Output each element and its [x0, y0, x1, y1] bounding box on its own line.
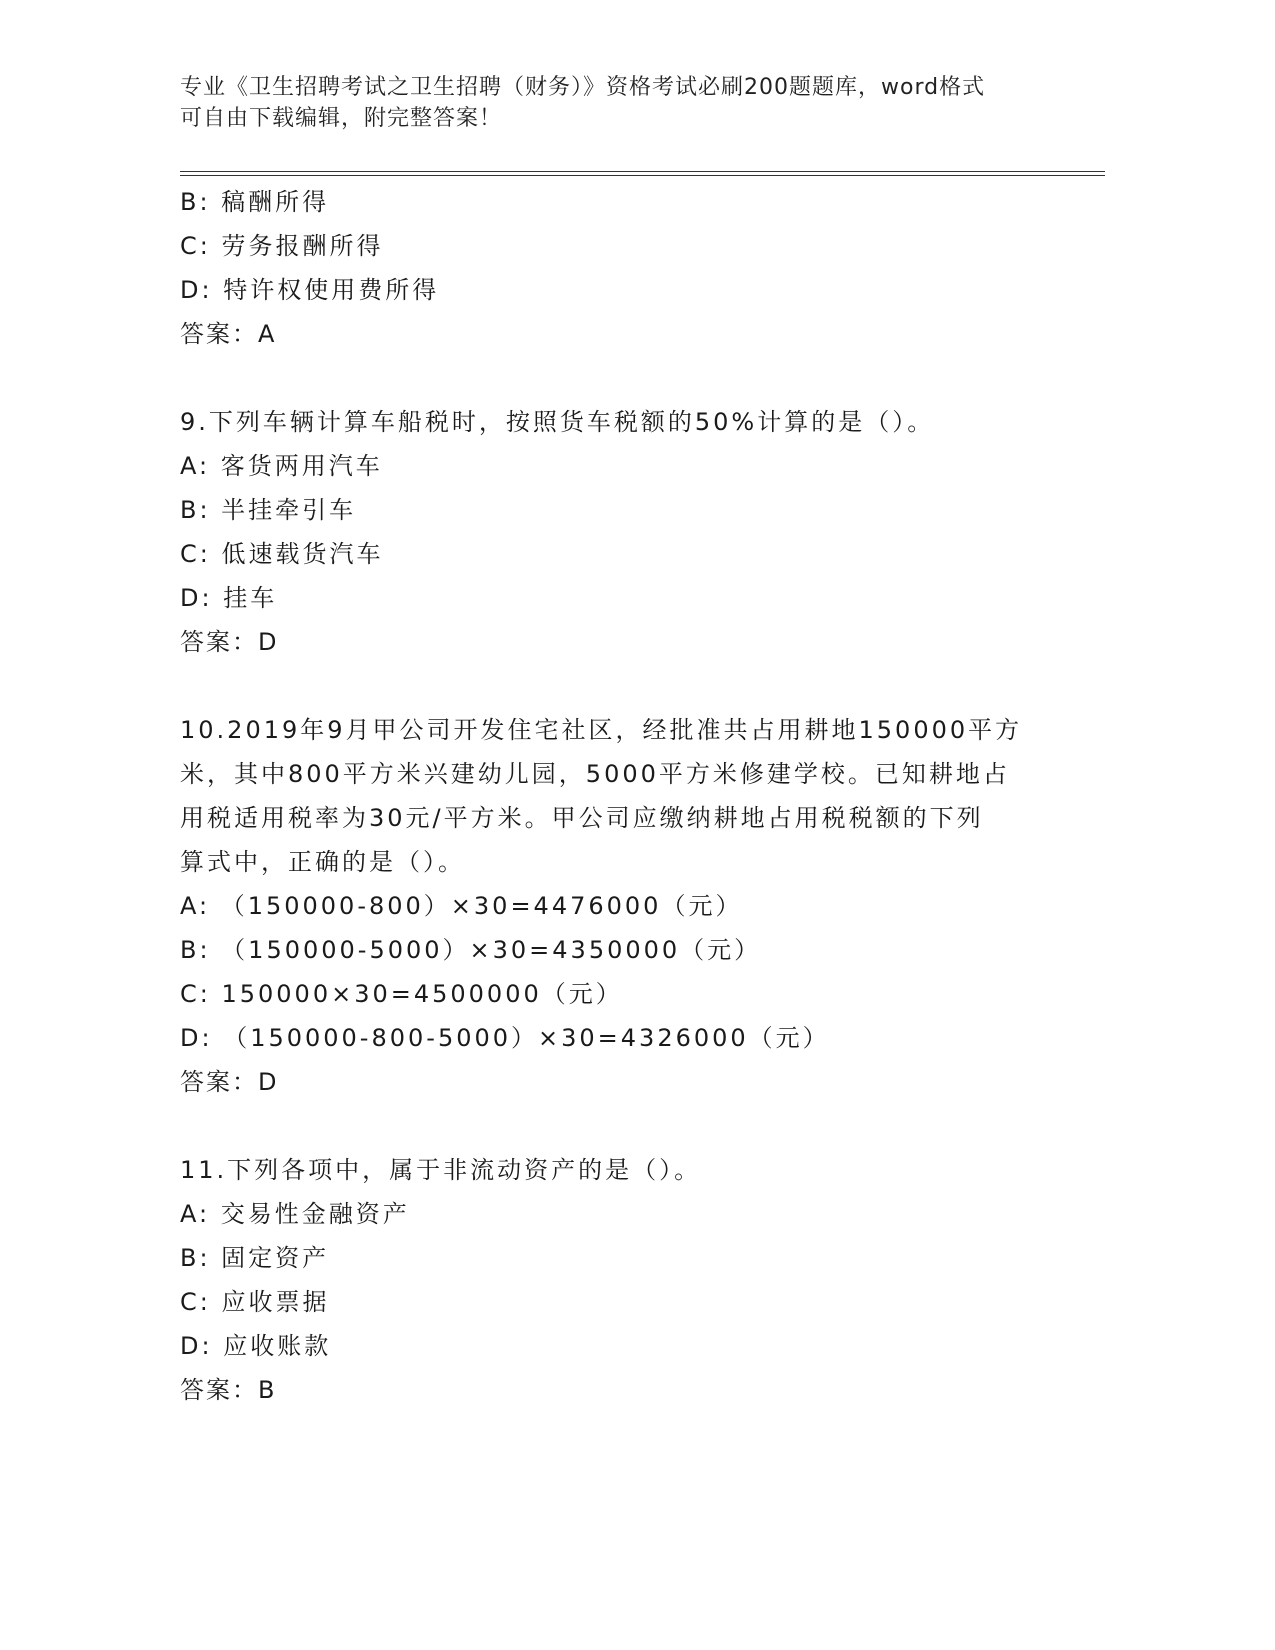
option-c: C: 劳务报酬所得: [180, 232, 384, 260]
question-11: [180, 1148, 1050, 1412]
option-a: A: 客货两用汽车: [180, 452, 383, 480]
question-stem: 11.下列各项中，属于非流动资产的是（）。: [180, 1156, 702, 1184]
question-list: [180, 180, 1050, 1456]
answer-label: 答案：B: [180, 1376, 277, 1404]
document-header: [180, 72, 1040, 134]
option-a: A: 交易性金融资产: [180, 1200, 410, 1228]
option-c: C: 150000×30=4500000（元）: [180, 980, 623, 1008]
option-b: B: 半挂牵引车: [180, 496, 357, 524]
question-stem: 9.下列车辆计算车船税时，按照货车税额的50%计算的是（）。: [180, 408, 935, 436]
option-c: C: 低速载货汽车: [180, 540, 384, 568]
option-a: A: （150000-800）×30=4476000（元）: [180, 892, 743, 920]
header-title-line-1: 专业《卫生招聘考试之卫生招聘（财务）》资格考试必刷200题题库，word格式: [180, 75, 986, 100]
option-d: D: 挂车: [180, 584, 278, 612]
option-c: C: 应收票据: [180, 1288, 330, 1316]
answer-label: 答案：D: [180, 628, 279, 656]
option-d: D: 特许权使用费所得: [180, 276, 440, 304]
header-divider-bottom: [180, 175, 1105, 176]
option-b: B: 稿酬所得: [180, 188, 330, 216]
question-10: [180, 708, 1050, 1104]
answer-label: 答案：A: [180, 320, 277, 348]
question-stem-line-3: 用税适用税率为30元/平方米。甲公司应缴纳耕地占用税税额的下列: [180, 804, 984, 832]
option-b: B: （150000-5000）×30=4350000（元）: [180, 936, 762, 964]
option-b: B: 固定资产: [180, 1244, 330, 1272]
question-8-continued: [180, 180, 1050, 356]
question-stem-line-2: 米，其中800平方米兴建幼儿园，5000平方米修建学校。已知耕地占: [180, 760, 1010, 788]
answer-label: 答案：D: [180, 1068, 279, 1096]
question-9: [180, 400, 1050, 664]
option-d: D: 应收账款: [180, 1332, 332, 1360]
header-title-line-2: 可自由下载编辑，附完整答案！: [180, 106, 503, 131]
question-stem-line-4: 算式中，正确的是（）。: [180, 848, 465, 876]
option-d: D: （150000-800-5000）×30=4326000（元）: [180, 1024, 830, 1052]
header-divider-top: [180, 171, 1105, 172]
question-stem-line-1: 10.2019年9月甲公司开发住宅社区，经批准共占用耕地150000平方: [180, 716, 1023, 744]
